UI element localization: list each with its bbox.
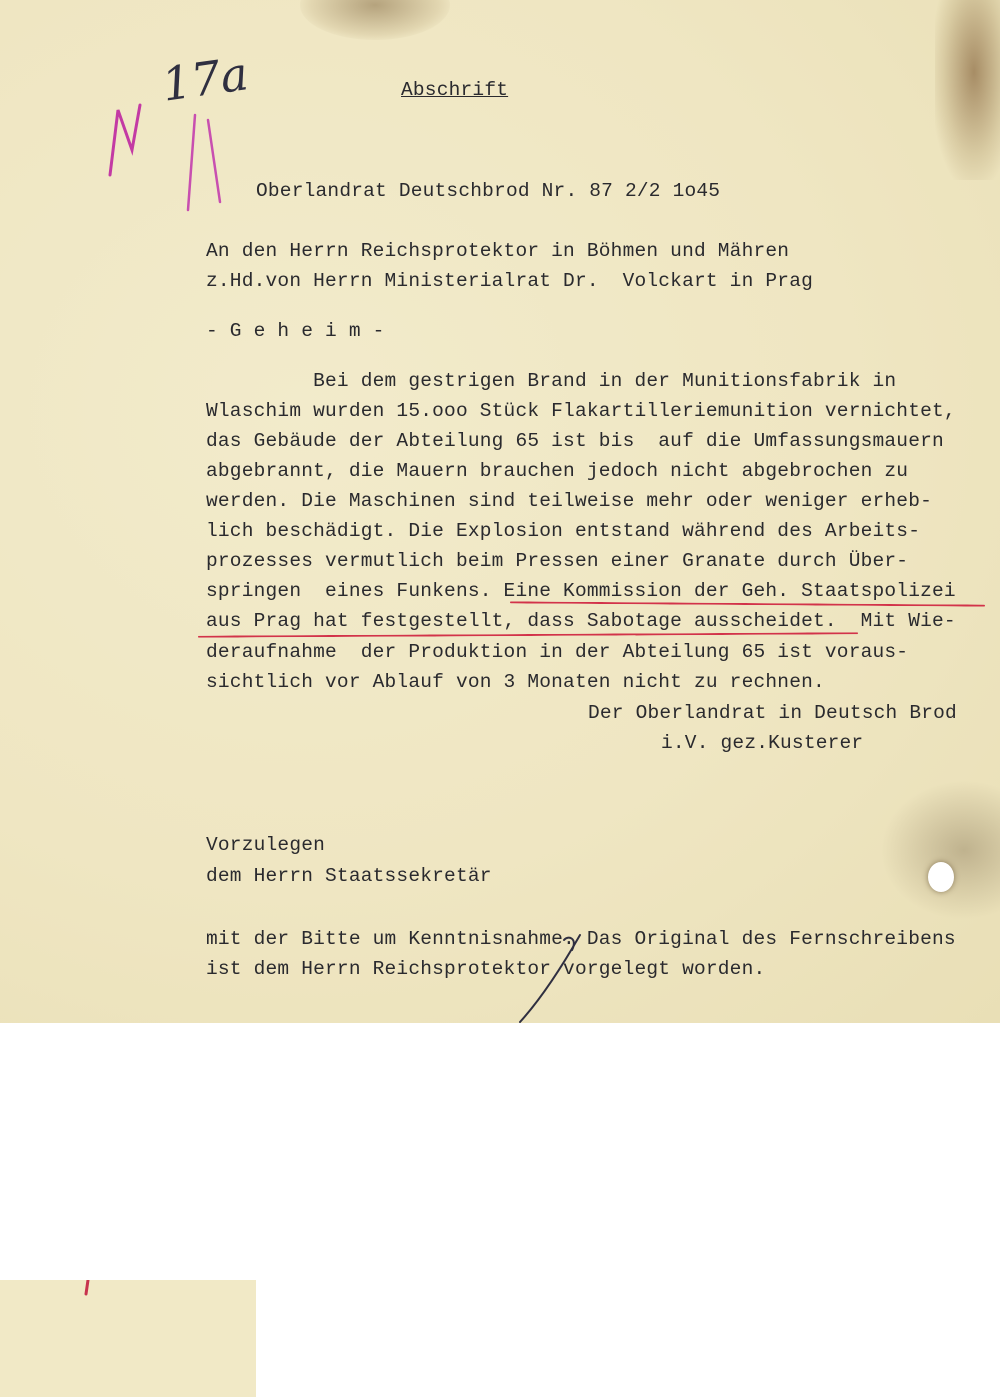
body-line: lich beschädigt. Die Explosion entstand während des Arbeits- — [206, 520, 921, 542]
classification-label: - G e h e i m - — [206, 320, 385, 342]
pencil-stroke — [110, 105, 140, 175]
handwritten-folio-number: 17a — [158, 46, 252, 112]
signature-line: Der Oberlandrat in Deutsch Brod — [588, 702, 957, 724]
rust-stain — [935, 0, 1000, 180]
closing-line: mit der Bitte um Kenntnisnahme. Das Original des Fernschreibens — [206, 928, 956, 950]
punch-hole — [928, 862, 954, 892]
pen-stroke — [564, 938, 574, 950]
body-line: sichtlich vor Ablauf von 3 Monaten nicht zu rechnen. — [206, 671, 825, 693]
attached-paper-scrap — [0, 1280, 256, 1397]
water-stain — [300, 0, 450, 40]
document-heading: Abschrift — [401, 79, 509, 101]
red-pencil-underline — [198, 632, 858, 637]
body-line: Bei dem gestrigen Brand in der Munitionsfabrik in — [206, 370, 897, 392]
signature-line: i.V. gez.Kusterer — [661, 732, 864, 754]
body-line: abgebrannt, die Mauern brauchen jedoch nicht abgebrochen zu — [206, 460, 909, 482]
routing-note-line: dem Herrn Staatssekretär — [206, 865, 492, 887]
body-line: prozesses vermutlich beim Pressen einer Granate durch Über- — [206, 550, 909, 572]
body-line: werden. Die Maschinen sind teilweise mehr oder weniger erheb- — [206, 490, 933, 512]
reference-line: Oberlandrat Deutschbrod Nr. 87 2/2 1o45 — [256, 180, 721, 202]
body-line: Wlaschim wurden 15.ooo Stück Flakartilleriemunition vernichtet, — [206, 400, 956, 422]
closing-line: ist dem Herrn Reichsprotektor vorgelegt worden. — [206, 958, 766, 980]
handwritten-signature-stroke — [500, 930, 620, 1023]
body-line: deraufnahme der Produktion in der Abteilung 65 ist voraus- — [206, 641, 909, 663]
pink-pencil-marks — [100, 90, 250, 220]
pink-pencil-marks — [80, 1280, 100, 1300]
pen-stroke — [520, 935, 580, 1022]
body-line: aus Prag hat festgestellt, dass Sabotage ausscheidet. Mit Wie- — [206, 610, 956, 632]
body-line: das Gebäude der Abteilung 65 ist bis auf die Umfassungsmauern — [206, 430, 944, 452]
body-line: springen eines Funkens. Eine Kommission der Geh. Staatspolizei — [206, 580, 956, 602]
pencil-stroke — [208, 120, 220, 202]
water-stain — [880, 780, 1000, 920]
routing-note-line: Vorzulegen — [206, 834, 326, 856]
pencil-stroke — [188, 115, 195, 210]
recipient-line: z.Hd.von Herrn Ministerialrat Dr. Volckart in Prag — [206, 270, 813, 292]
pencil-stroke — [86, 1280, 88, 1294]
recipient-line: An den Herrn Reichsprotektor in Böhmen und Mähren — [206, 240, 790, 262]
